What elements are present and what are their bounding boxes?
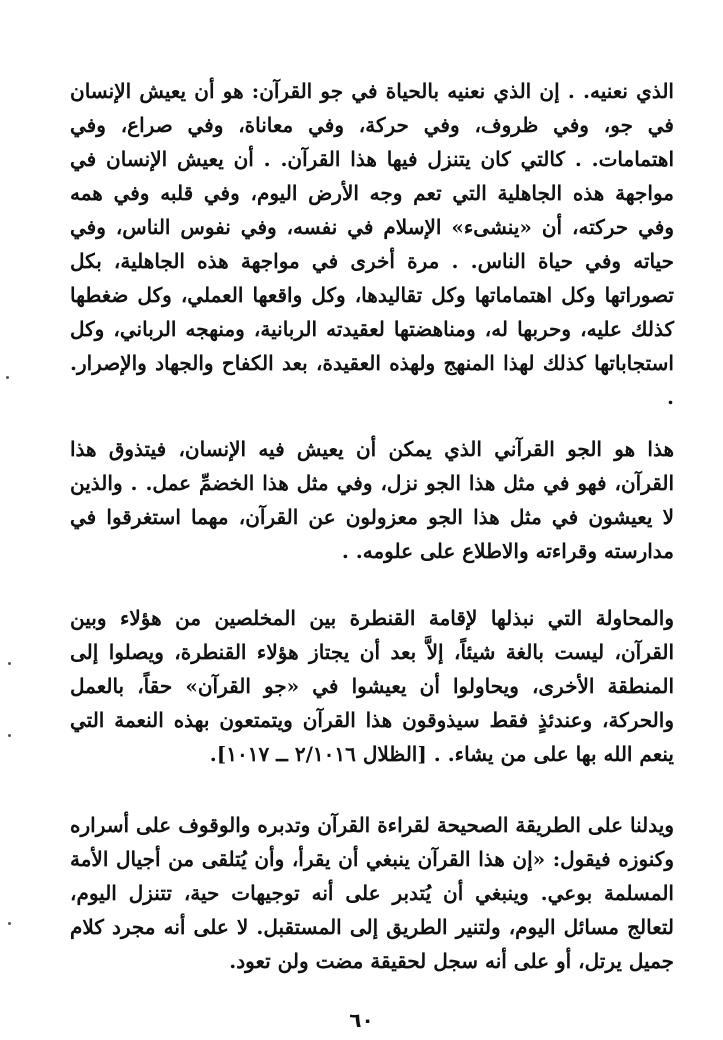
scan-speck — [8, 662, 11, 665]
paragraph-1-text: الذي نعنيه. . إن الذي نعنيه بالحياة في جو القرآن: هو أن يعيش الإنسان في جو، وفي ظروف، وفي حركة، وفي معاناة، وفي صراع، وفي اهتمامات. . كالتي كان يتنزل فيها هذا القرآن. . أن يعيش الإنسان في مواجهة هذه الجاهلية التي تعم وجه الأرض اليوم، وفي قلبه وفي همه وفي حركته، أن «ينشىء» الإسلام في نفسه، وفي نفوس الناس، وفي حياته وفي حياة الناس. . مرة أخرى في مواجهة هذه الجاهلية، بكل تصوراتها وكل اهتماماتها وكل تقاليدها، وكل واقعها العملي، وكل ضغطها كذلك عليه، وحربها له، ومناهضتها لعقيدته الربانية، ومنهجه الرباني، وكل استجاباتها كذلك لهذا المنهج ولهذه العقيدة، بعد الكفاح والجهاد والإصرار. . — [70, 79, 674, 409]
paragraph-2 — [70, 432, 674, 568]
paragraph-3 — [70, 601, 674, 771]
paragraph-1 — [70, 74, 674, 414]
page-number: ٦٠ — [349, 1008, 374, 1032]
scan-speck — [6, 376, 9, 379]
paragraph-3-text: والمحاولة التي نبذلها لإقامة القنطرة بين المخلصين من هؤلاء وبين القرآن، ليست بالغة شيئاً، إلاَّ بعد أن يجتاز هؤلاء القنطرة، ويصلوا إلى المنطقة الأخرى، ويحاولوا أن يعيشوا في «جو القرآن» حقاً، بالعمل والحركة، وعندئذٍ فقط سيذوقون هذا القرآن ويتمتعون بهذه النعمة التي ينعم الله بها على من يشاء. . [الظلال ٢/١٠١٦ ــ ١٠١٧]. — [70, 606, 674, 766]
paragraph-2-text: هذا هو الجو القرآني الذي يمكن أن يعيش فيه الإنسان، فيتذوق هذا القرآن، فهو في مثل هذا الجو نزل، وفي مثل هذا الخضمِّ عمل. . والذين لا يعيشون في مثل هذا الجو معزولون عن القرآن، مهما استغرقوا في مدارسته وقراءته والاطلاع على علومه. . — [70, 437, 674, 563]
scan-speck — [8, 734, 11, 737]
paragraph-4 — [70, 808, 674, 978]
paragraph-4-text: ويدلنا على الطريقة الصحيحة لقراءة القرآن وتدبره والوقوف على أسراره وكنوزه فيقول: «إن هذا القرآن ينبغي أن يقرأ، وأن يُتلقى من أجيال الأمة المسلمة بوعي. وينبغي أن يُتدبر على أنه توجيهات حية، تتنزل اليوم، لتعالج مسائل اليوم، ولتنير الطريق إلى المستقبل. لا على أنه مجرد كلام جميل يرتل، أو على أنه سجل لحقيقة مضت ولن تعود. — [70, 813, 674, 973]
scan-speck — [8, 922, 11, 925]
